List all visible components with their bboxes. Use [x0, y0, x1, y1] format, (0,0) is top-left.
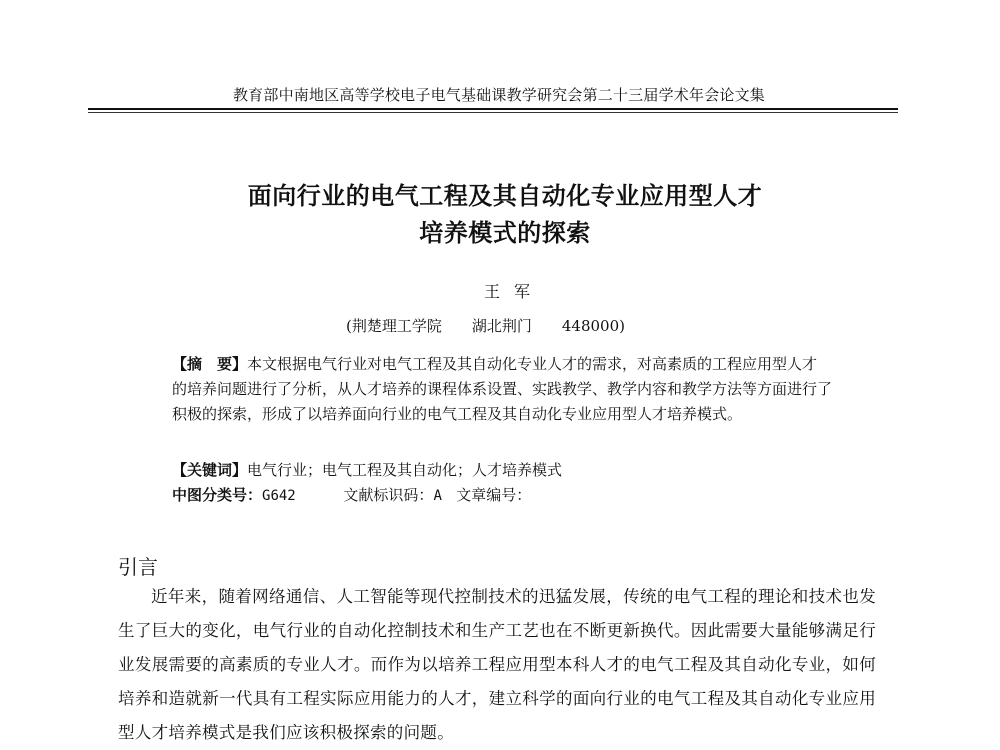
clc-value: G642: [262, 488, 296, 504]
clc-label: 中图分类号：: [172, 486, 263, 504]
paper-title-line-2: 培养模式的探索: [419, 218, 591, 247]
introduction-paragraph: 近年来，随着网络通信、人工智能等现代控制技术的迅猛发展，传统的电气工程的理论和技术也发生了巨大的变化，电气行业的自动化控制技术和生产工艺也在不断更新换代。因此需要大量能够满足行业发展需要的高素质的专业人才。而作为以培养工程应用型本科人才的电气工程及其自动化专业，如何培养和造就新一代具有工程实际应用能力的人才，建立科学的面向行业的电气工程及其自动化专业应用型人才培养模式是我们应该积极探索的问题。: [118, 587, 876, 742]
abstract-label: 【摘 要】: [172, 355, 248, 373]
paper-title-line-1: 面向行业的电气工程及其自动化专业应用型人才: [247, 181, 763, 210]
author-name: 王军: [483, 282, 544, 301]
keywords-text: 电气行业；电气工程及其自动化；人才培养模式: [247, 461, 563, 479]
keywords-label: 【关键词】: [172, 461, 248, 479]
abstract: [172, 352, 832, 427]
keywords: [172, 459, 562, 480]
header-rule: [88, 108, 898, 110]
header-rule-thin: [88, 112, 898, 113]
running-header: 教育部中南地区高等学校电子电气基础课教学研究会第二十三届学术年会论文集: [232, 86, 765, 104]
doc-code-value: A: [433, 488, 442, 504]
abstract-text: 本文根据电气行业对电气工程及其自动化专业人才的需求，对高素质的工程应用型人才的培养问题进行了分析，从人才培养的课程体系设置、实践教学、教学内容和教学方法等方面进行了积极的探索，形成了以培养面向行业的电气工程及其自动化专业应用型人才培养模式。: [172, 355, 833, 423]
classification-line: [172, 484, 531, 505]
doc-code-label: 文献标识码：: [343, 486, 434, 504]
article-number-label: 文章编号：: [456, 486, 532, 504]
author-affiliation: (荆楚理工学院 湖北荆门 448000): [346, 317, 625, 335]
section-heading-introduction: 引言: [118, 555, 158, 579]
